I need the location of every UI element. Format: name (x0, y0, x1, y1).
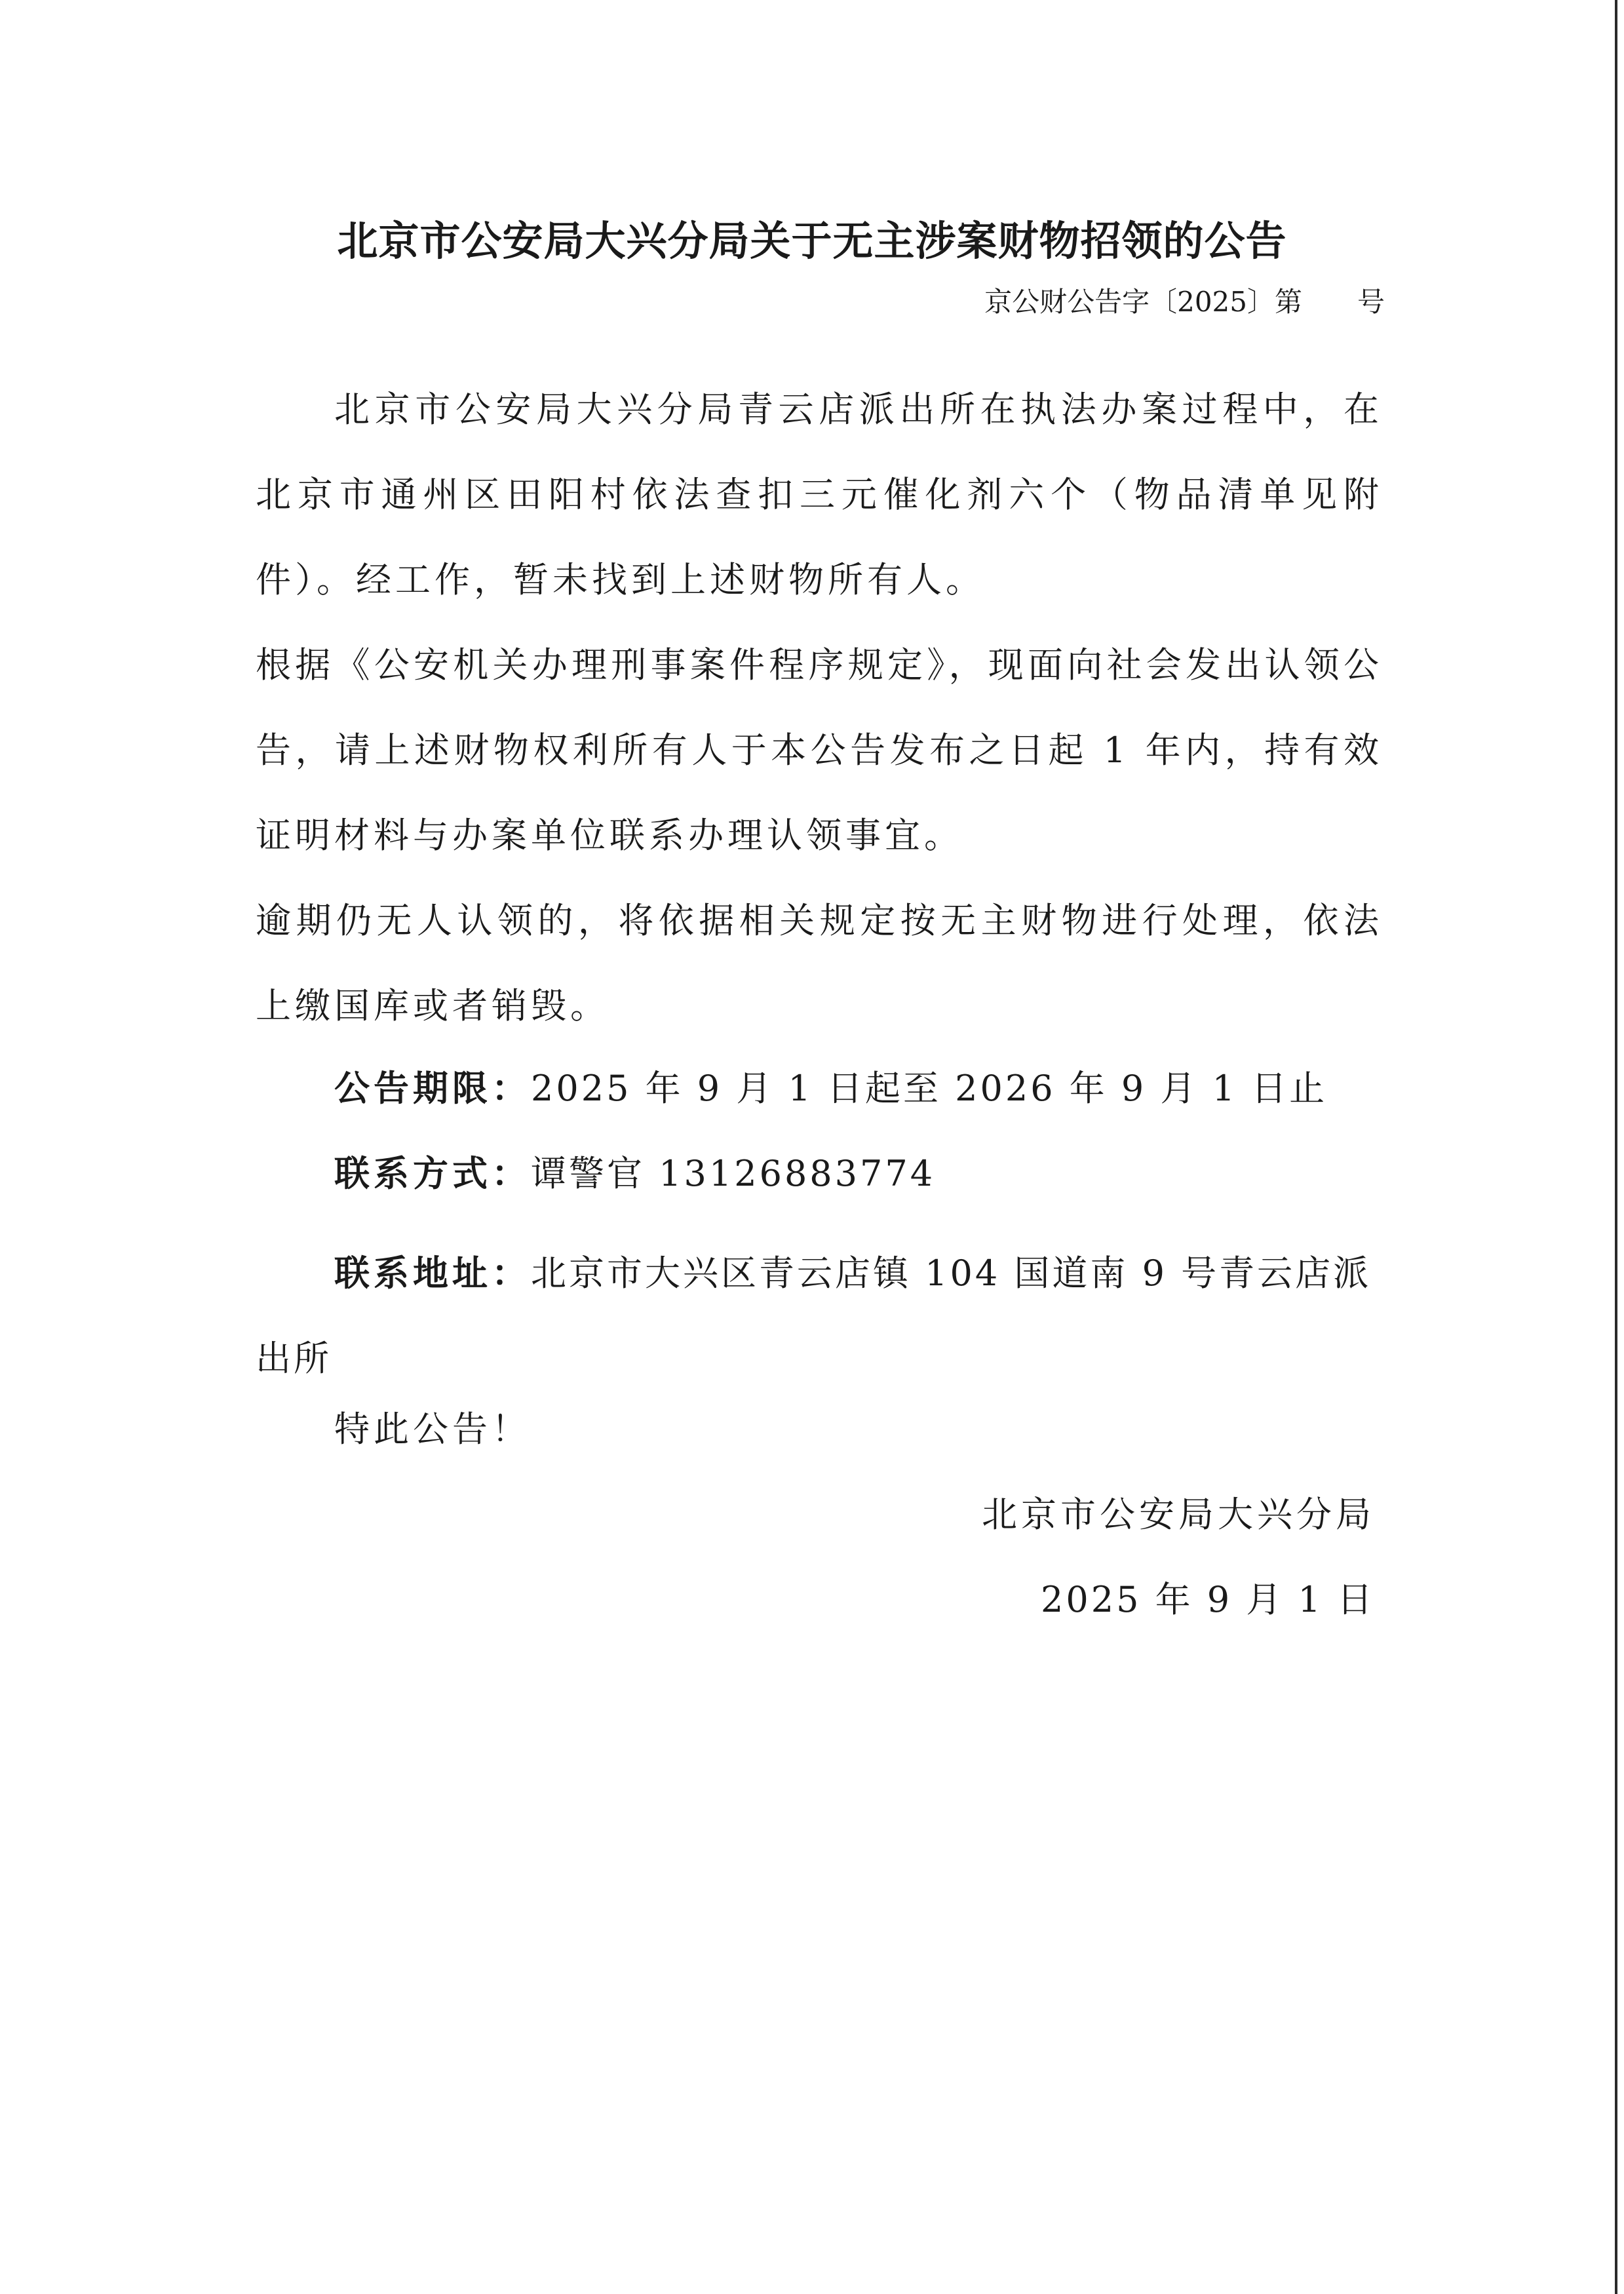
contact-info (334, 1146, 935, 1196)
address-value: 北京市大兴区青云店镇 104 国道南 9 号青云店派出所 (256, 1253, 1372, 1379)
paragraph-claim-instructions: 根据《公安机关办理刑事案件程序规定》，现面向社会发出认领公告，请上述财物权利所有人于本公告发布之日起 1 年内，持有效证明材料与办案单位联系办理认领事宜。 (256, 644, 1383, 856)
contact-address (256, 1231, 1383, 1401)
contact-label: 联系方式： (334, 1153, 531, 1194)
scan-edge (1615, 0, 1617, 2294)
document-number: 京公财公告字〔2025〕第 号 (984, 286, 1385, 318)
notice-period-value: 2025 年 9 月 1 日起至 2026 年 9 月 1 日止 (531, 1068, 1328, 1109)
paragraph-overdue-handling: 逾期仍无人认领的，将依据相关规定按无主财物进行处理，依法上缴国库或者销毁。 (256, 900, 1383, 1026)
signature-date: 2025 年 9 月 1 日 (1041, 1579, 1375, 1620)
contact-value: 谭警官 13126883774 (531, 1153, 936, 1194)
closing-statement: 特此公告！ (334, 1409, 531, 1450)
notice-period-label: 公告期限： (334, 1068, 531, 1109)
signature-organization: 北京市公安局大兴分局 (982, 1494, 1375, 1535)
address-label: 联系地址： (334, 1253, 531, 1294)
notice-title: 北京市公安局大兴分局关于无主涉案财物招领的公告 (337, 217, 1287, 265)
notice-period (334, 1060, 1327, 1111)
paragraph-seizure: 北京市公安局大兴分局青云店派出所在执法办案过程中，在北京市通州区田阳村依法查扣三元催化剂六个（物品清单见附件）。经工作，暂未找到上述财物所有人。 (256, 389, 1383, 600)
